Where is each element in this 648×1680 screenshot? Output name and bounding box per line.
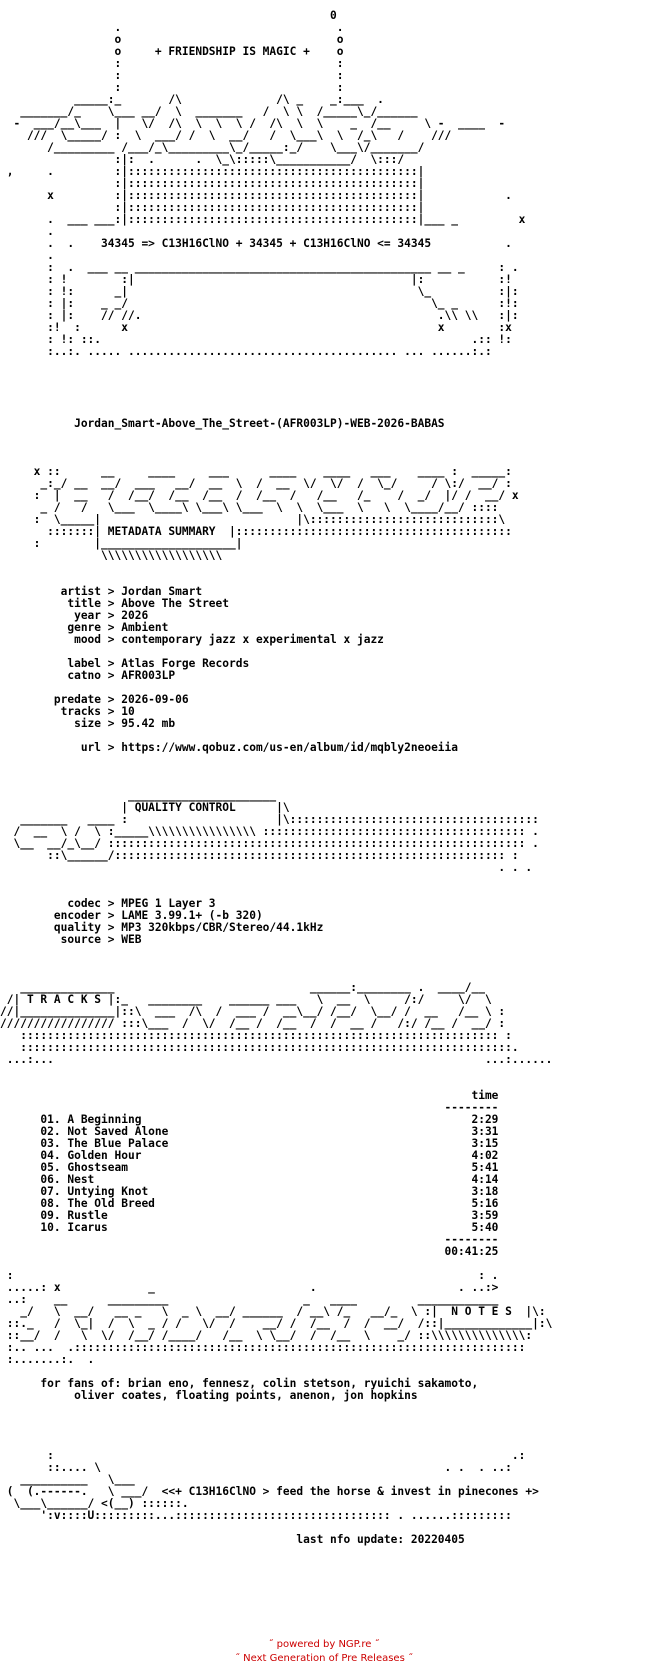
nfo-line: catno > AFR003LP: [0, 669, 176, 682]
nfo-line: / __ \ / \ :_____\\\\\\\\\\\\\\\\ ::::::::::::::::::::::::::::::::::::::: .: [0, 825, 539, 838]
nfo-line: :|:::::::::::::::::::::::::::::::::::::::::::|: [0, 177, 425, 190]
nfo-line: : : .: [0, 1269, 499, 1282]
nfo-line: . .: [0, 21, 344, 34]
nfo-line: ..: __ _________ _ ____ ____________: [0, 1293, 499, 1306]
nfo-line: ::\______/:::::::::::::::::::::::::::::::::::::::::::::::::::::::::: :: [0, 849, 519, 862]
nfo-line: : | __ / /__/ /__ /__ / /__ / /__ /_ / _/ |/ / __/ x: [0, 489, 519, 502]
footer-tagline: ˝ Next Generation of Pre Releases ˝: [235, 1653, 413, 1664]
nfo-line: ::::::::::::::::::::::::::::::::::::::::::::::::::::::::::::::::::::::: :: [0, 1029, 512, 1042]
nfo-line: url > https://www.qobuz.com/us-en/album/id/mqbly2neoeiia: [0, 741, 459, 754]
nfo-line: \\\\\\\\\\\\\\\\\\: [0, 549, 223, 562]
nfo-line: : |: _ _/ \_ _ :!:: [0, 297, 519, 310]
nfo-line: x :: __ ____ ___ ____ ____ ___ ____ : _____:: [0, 465, 512, 478]
nfo-line: : !: _| \_ :|:: [0, 285, 519, 298]
nfo-line: __________ \___: [0, 1473, 135, 1486]
nfo-line: ______________________: [0, 789, 277, 802]
nfo-line: 06. Nest 4:14: [0, 1173, 499, 1186]
nfo-line: : :: [0, 69, 344, 82]
nfo-line: 10. Icarus 5:40: [0, 1221, 499, 1234]
nfo-line: 03. The Blue Palace 3:15: [0, 1137, 499, 1150]
nfo-line: mood > contemporary jazz x experimental x jazz: [0, 633, 384, 646]
nfo-line: predate > 2026-09-06: [0, 693, 189, 706]
nfo-line: encoder > LAME 3.99.1+ (-b 320): [0, 909, 263, 922]
nfo-line: /// \_____/ : \ ___/ / \ __/ / \___\ \ /_\ / ///: [0, 129, 452, 142]
nfo-line: Jordan_Smart-Above_The_Street-(AFR003LP)-WEB-2026-BABAS: [0, 417, 445, 430]
nfo-line: _ / / \___ \____\ \___\ \___ \ \ \___ \ \ \____/__/ ::::: [0, 501, 499, 514]
nfo-line: : .:: [0, 1449, 526, 1462]
nfo-line: x :|:::::::::::::::::::::::::::::::::::::::::::| .: [0, 189, 512, 202]
nfo-line: 07. Untying Knot 3:18: [0, 1185, 499, 1198]
nfo-line: ( (.------. \ ___/ <<+ C13H16ClNO > feed the horse & invest in pinecones +>: [0, 1485, 539, 1498]
nfo-line: . . 34345 => C13H16ClNO + 34345 + C13H16ClNO <= 34345 .: [0, 237, 512, 250]
nfo-line: : :: [0, 81, 519, 94]
nfo-line: ::._ / \_| / \ _ / / \/ / __/ / /__ / / __/ /::|_____________|:\: [0, 1317, 553, 1330]
nfo-line: _______ ____ : |\:::::::::::::::::::::::::::::::::::::: [0, 813, 539, 826]
nfo-line: | QUALITY CONTROL |\: [0, 801, 290, 814]
nfo-line: 02. Not Saved Alone 3:31: [0, 1125, 499, 1138]
nfo-line: _/ \ __/ __ _ \ _ \ __/ ______ / __\ /_ __/_ \ :| N O T E S |\:: [0, 1305, 546, 1318]
nfo-line: : ! :| |: :!: [0, 273, 512, 286]
nfo-line: :::::::::::::::::::::::::::::::::::::::::::::::::::::::::::::::::::::::::.: [0, 1041, 519, 1054]
nfo-line: ///////////////// :::\___ / \/ /__ / /__ / / __ / /:/ /__ / __/ :: [0, 1017, 506, 1030]
nfo-line: for fans of: brian eno, fennesz, colin stetson, ryuichi sakamoto,: [0, 1377, 479, 1390]
nfo-line: artist > Jordan Smart: [0, 585, 203, 598]
nfo-line: //|______________|::\ ___ /\ / ___ / __\__/ /__/ \__/ / __ /__ \ :: [0, 1005, 506, 1018]
nfo-line: , . :|:::::::::::::::::::::::::::::::::::::::::::|: [0, 165, 425, 178]
nfo-line: oliver coates, floating points, anenon, jon hopkins: [0, 1389, 418, 1402]
nfo-line: time: [0, 1089, 499, 1102]
nfo-line: ...:... ...:......: [0, 1053, 553, 1066]
nfo-line: ::.... \ . . . ..:: [0, 1461, 512, 1474]
nfo-line: . ___ ___:|:::::::::::::::::::::::::::::::::::::::::::|___ _ x: [0, 213, 526, 226]
nfo-line: tracks > 10: [0, 705, 135, 718]
nfo-line: 01. A Beginning 2:29: [0, 1113, 499, 1126]
nfo-line: .: [0, 249, 54, 262]
nfo-line: :|: . . \_\:::::\___________/ \:::/: [0, 153, 405, 166]
nfo-line: _______/_ \___ __/ \ _______ / \ \ /_____\_/______: [0, 105, 418, 118]
nfo-line: genre > Ambient: [0, 621, 169, 634]
nfo-line: 00:41:25: [0, 1245, 499, 1258]
nfo-line: . . .: [0, 861, 533, 874]
nfo-line: : . ___ __ ____________________________________________ __ _ : .: [0, 261, 519, 274]
nfo-line: : |: // //. .\\ \\ :|:: [0, 309, 519, 322]
nfo-line: : |____________________|: [0, 537, 243, 550]
nfo-line: :|:::::::::::::::::::::::::::::::::::::::::::|: [0, 201, 425, 214]
nfo-line: :.......:. .: [0, 1353, 95, 1366]
nfo-line: codec > MPEG 1 Layer 3: [0, 897, 216, 910]
nfo-line: 09. Rustle 3:59: [0, 1209, 499, 1222]
nfo-line: - ___/__\___ | \/ /\ \ \ \ / /\ \ \ _ /__ \ - ____ -: [0, 117, 506, 130]
nfo-line: ::__/ / \ \/ /__/ /____/ /__ \ \__/ / /__ \ _/ ::\\\\\\\\\\\\\\:: [0, 1329, 533, 1342]
nfo-line: label > Atlas Forge Records: [0, 657, 250, 670]
nfo-line: o + FRIENDSHIP IS MAGIC + o: [0, 45, 344, 58]
nfo-line: --------: [0, 1101, 499, 1114]
nfo-line: last nfo update: 20220405: [0, 1533, 465, 1546]
nfo-line: \__ __/_\__/ :::::::::::::::::::::::::::::::::::::::::::::::::::::::::::::: .: [0, 837, 539, 850]
nfo-line: quality > MP3 320kbps/CBR/Stereo/44.1kHz: [0, 921, 324, 934]
nfo-line: :..:. ..... ........................................ ... ......:.:: [0, 345, 492, 358]
nfo-line: .....: x _ . . ..:>: [0, 1281, 499, 1294]
powered-by-link[interactable]: ˝ powered by NGP.re ˝: [268, 1639, 380, 1650]
nfo-line: 05. Ghostseam 5:41: [0, 1161, 499, 1174]
nfo-line: source > WEB: [0, 933, 142, 946]
nfo-line: /| T R A C K S |:_ ________ ______ ___ \ __ \ /:/ \/ \: [0, 993, 492, 1006]
nfo-line: _____:_ /\ /\ _ _:___ .: [0, 93, 384, 106]
nfo-line: :.. ... .:::::::::::::::::::::::::::::::::::::::::::::::::::::::::::::::::::: [0, 1341, 526, 1354]
nfo-line: --------: [0, 1233, 499, 1246]
nfo-line: : :: [0, 57, 344, 70]
nfo-line: :::::::| METADATA SUMMARY |:::::::::::::::::::::::::::::::::::::::::: [0, 525, 512, 538]
nfo-line: /_________ /___/_\_________\_/_____:_/ \___\/_______/: [0, 141, 425, 154]
nfo-line: ______________ ______:________ . ____/__: [0, 981, 485, 994]
nfo-line: 0: [0, 9, 337, 22]
nfo-line: ':v::::U:::::::::...:::::::::::::::::::::::::::::::: . ......:::::::::: [0, 1509, 512, 1522]
nfo-line: year > 2026: [0, 609, 149, 622]
nfo-line: title > Above The Street: [0, 597, 230, 610]
nfo-line: .: [0, 225, 54, 238]
nfo-line: size > 95.42 mb: [0, 717, 176, 730]
nfo-line: \___\______/ <(__) ::::::.: [0, 1497, 189, 1510]
nfo-line: _:_/ __ __/ ___ __/ __ \ / __ \/ \/ / \_/ / \:/ __/ :: [0, 477, 512, 490]
nfo-line: : \_____| |\::::::::::::::::::::::::::::\: [0, 513, 506, 526]
nfo-line: 04. Golden Hour 4:02: [0, 1149, 499, 1162]
nfo-line: o o: [0, 33, 344, 46]
nfo-line: 08. The Old Breed 5:16: [0, 1197, 499, 1210]
nfo-line: : !: ::. .:: !:: [0, 333, 512, 346]
nfo-line: :! : x x :x: [0, 321, 512, 334]
